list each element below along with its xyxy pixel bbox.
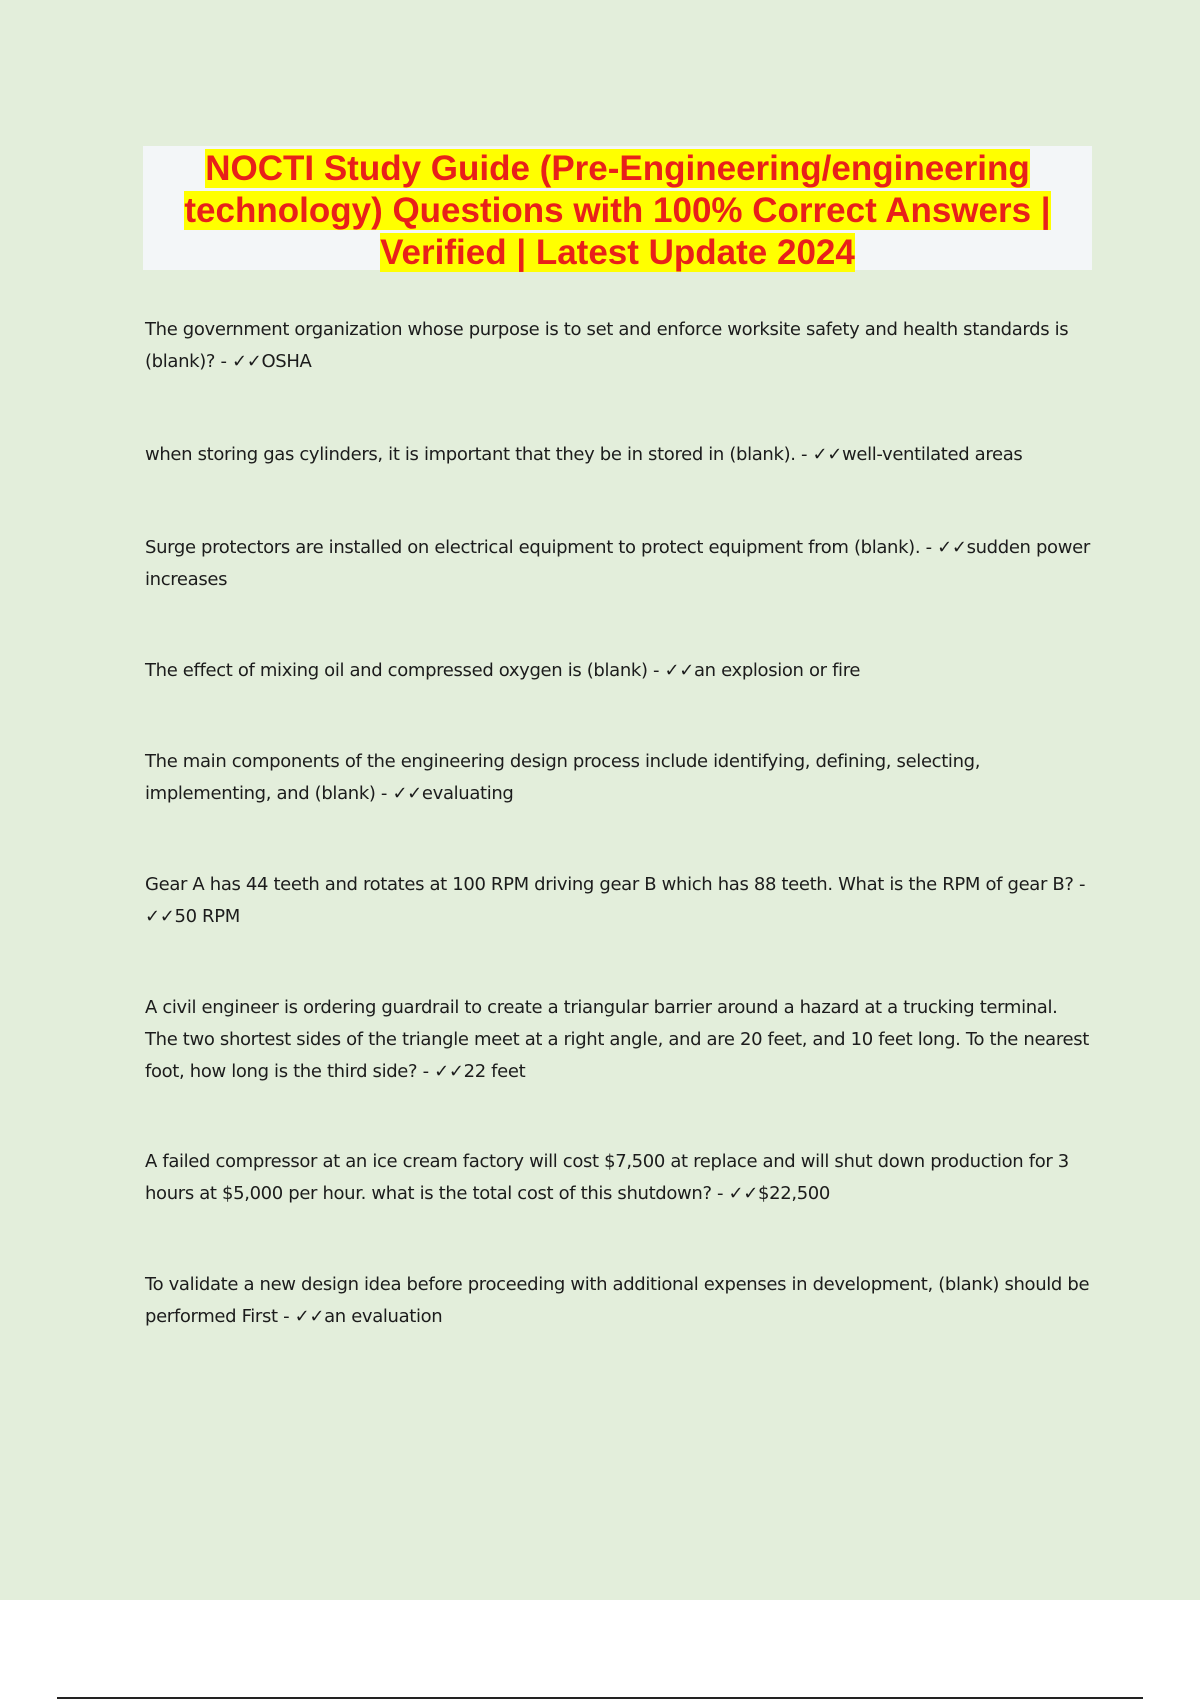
- check-icon: ✓✓: [728, 1183, 759, 1204]
- answer-text: 50 RPM: [174, 906, 240, 927]
- title-line-2: technology) Questions with 100% Correct Answers |: [184, 191, 1051, 230]
- answer-text: an evaluation: [324, 1306, 443, 1327]
- title-box: [143, 146, 1092, 270]
- question-text: when storing gas cylinders, it is important that they be in stored in (blank). -: [145, 444, 813, 465]
- title-line-1: NOCTI Study Guide (Pre-Engineering/engineering: [205, 149, 1030, 188]
- question-text: A civil engineer is ordering guardrail to create a triangular barrier around a hazard at a trucking terminal. The two shortest sides of the triangle meet at a right angle, and are 20 feet, and 10 feet long. To the nearest foot, how long is the third side? -: [145, 997, 1089, 1082]
- check-icon: ✓✓: [812, 444, 842, 465]
- answer-text: well-ventilated areas: [841, 444, 1023, 465]
- check-icon: ✓✓: [937, 537, 967, 558]
- answer-text: evaluating: [421, 783, 514, 804]
- check-icon: ✓✓: [231, 351, 262, 372]
- qa-item-6: [145, 869, 1090, 933]
- page-divider: [57, 1697, 1143, 1699]
- check-icon: ✓✓: [434, 1061, 464, 1082]
- question-text: The main components of the engineering design process include identifying, defining, selecting, implementing, and (blank) -: [145, 751, 981, 804]
- question-text: Gear A has 44 teeth and rotates at 100 RPM driving gear B which has 88 teeth. What is the RPM of gear B? -: [145, 874, 1086, 895]
- document-title: [143, 148, 1092, 274]
- question-text: A failed compressor at an ice cream factory will cost $7,500 at replace and will shut down production for 3 hours at $5,000 per hour. what is the total cost of this shutdown? -: [145, 1151, 1069, 1204]
- qa-item-2: [145, 439, 1090, 471]
- answer-text: 22 feet: [463, 1061, 526, 1082]
- qa-item-8: [145, 1146, 1090, 1210]
- qa-item-5: [145, 746, 1090, 810]
- title-line-3: Verified | Latest Update 2024: [380, 233, 855, 272]
- check-icon: ✓✓: [392, 783, 422, 804]
- check-icon: ✓✓: [664, 660, 694, 681]
- qa-item-4: [145, 655, 1090, 687]
- question-text: To validate a new design idea before proceeding with additional expenses in development, (blank) should be performed First -: [145, 1274, 1090, 1327]
- question-text: The effect of mixing oil and compressed oxygen is (blank) -: [145, 660, 665, 681]
- qa-item-1: [145, 314, 1090, 378]
- answer-text: $22,500: [758, 1183, 831, 1204]
- question-text: The government organization whose purpose is to set and enforce worksite safety and health standards is (blank)? -: [145, 319, 1069, 372]
- check-icon: ✓✓: [145, 906, 175, 927]
- qa-item-9: [145, 1269, 1090, 1333]
- answer-text: an explosion or fire: [694, 660, 861, 681]
- answer-text: sudden power increases: [145, 537, 1090, 590]
- answer-text: OSHA: [261, 351, 312, 372]
- qa-item-7: [145, 992, 1090, 1088]
- question-text: Surge protectors are installed on electrical equipment to protect equipment from (blank). -: [145, 537, 938, 558]
- check-icon: ✓✓: [294, 1306, 325, 1327]
- qa-item-3: [145, 532, 1090, 596]
